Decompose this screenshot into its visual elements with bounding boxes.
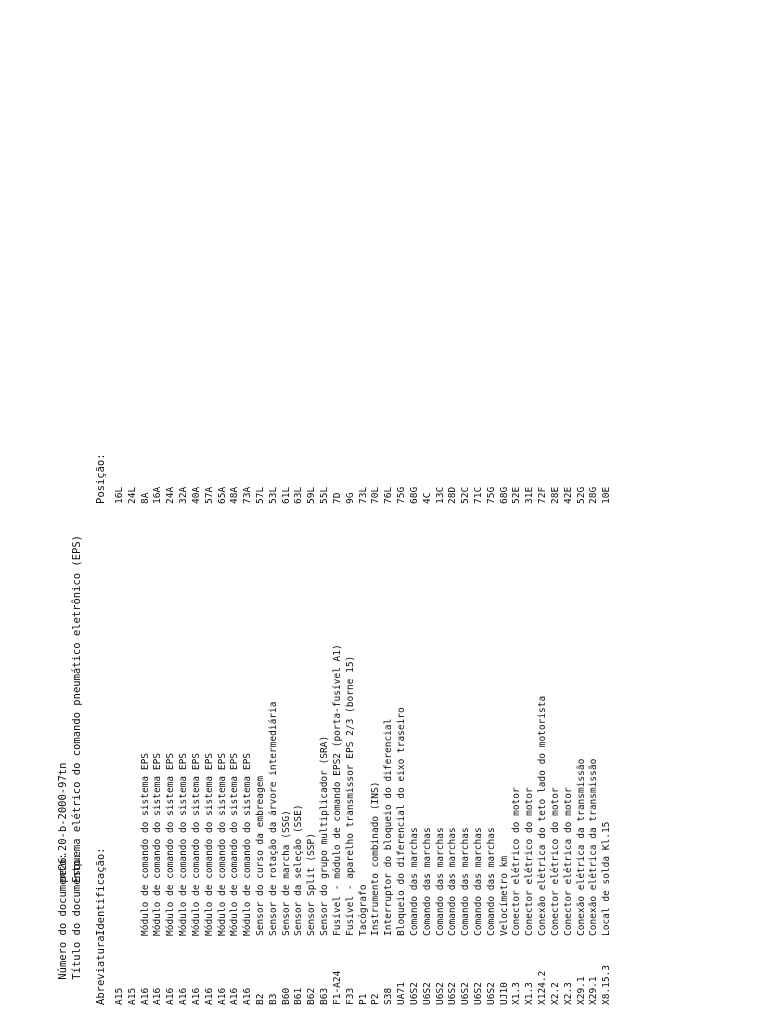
row-abbreviation: A16 <box>165 987 177 1005</box>
row-position: 57L <box>255 486 267 504</box>
row-abbreviation: X2.2 <box>549 982 561 1005</box>
row-identification: Sensor de rotação da árvore intermediária <box>267 701 279 936</box>
header-identification: Identificação: <box>95 847 107 936</box>
row-identification: Módulo de comando do sistema EPS <box>139 752 151 936</box>
row-position: 59L <box>306 486 318 504</box>
row-position: 42E <box>562 486 574 504</box>
row-abbreviation: X124.2 <box>537 970 549 1005</box>
row-abbreviation: A16 <box>139 987 151 1005</box>
row-position: 71C <box>472 486 484 504</box>
row-abbreviation: U6S2 <box>485 982 497 1005</box>
table-row <box>306 0 319 1024</box>
row-position: 7D <box>331 492 343 504</box>
row-abbreviation: P1 <box>357 993 369 1005</box>
row-position: 24A <box>165 486 177 504</box>
row-abbreviation: U6S2 <box>421 982 433 1005</box>
row-identification: Sensor de marcha (SSG) <box>280 810 292 936</box>
row-position: 8A <box>139 492 151 504</box>
row-identification: Interruptor do bloqueio do diferencial <box>383 718 395 936</box>
row-identification: Módulo de comando do sistema EPS <box>165 752 177 936</box>
table-row <box>563 0 576 1024</box>
table-row <box>422 0 435 1024</box>
row-position: 70L <box>370 486 382 504</box>
table-header-row <box>95 0 109 1024</box>
row-identification: Comando das marchas <box>460 827 472 936</box>
table-row <box>152 0 165 1024</box>
row-abbreviation: A16 <box>190 987 202 1005</box>
row-identification: Fusível - módulo de comando EPS2 (porta-fusível A1) <box>331 644 343 936</box>
row-identification: Fusível - aparelho transmissor EPS 2/3 (borne 15) <box>344 655 356 936</box>
row-abbreviation: UA71 <box>396 982 408 1005</box>
row-position: 57A <box>203 486 215 504</box>
row-identification: Sensor Split (SSP) <box>306 833 318 936</box>
row-abbreviation: S38 <box>383 987 395 1005</box>
row-position: 4C <box>421 492 433 504</box>
table-row <box>447 0 460 1024</box>
row-abbreviation: F33 <box>344 987 356 1005</box>
document-title-label: Título do documento: <box>71 853 83 980</box>
row-position: 48A <box>229 486 241 504</box>
row-position: 55L <box>319 486 331 504</box>
table-row <box>178 0 191 1024</box>
row-abbreviation: A15 <box>126 987 138 1005</box>
row-abbreviation: A16 <box>216 987 228 1005</box>
document-number-value: pe26.20-b-2000-97tn <box>57 762 69 883</box>
row-abbreviation: A15 <box>114 987 125 1005</box>
row-identification: Tacógrafo <box>357 884 369 936</box>
table-row <box>511 0 524 1024</box>
row-position: 52C <box>460 486 472 504</box>
table-row <box>537 0 550 1024</box>
table-row <box>281 0 294 1024</box>
row-identification: Módulo de comando do sistema EPS <box>190 752 202 936</box>
row-identification: Conector elétrico do motor <box>549 787 561 936</box>
table-row <box>409 0 422 1024</box>
table-row <box>268 0 281 1024</box>
row-position: 61L <box>280 486 292 504</box>
row-abbreviation: B61 <box>293 987 305 1005</box>
table-row <box>229 0 242 1024</box>
row-identification: Sensor do grupo multiplicador (SRA) <box>319 735 331 936</box>
document-title-line <box>58 535 97 1005</box>
document-number-label: Número do documento: <box>57 853 69 980</box>
row-position: 73L <box>357 486 369 504</box>
row-identification: Velocímetro km <box>498 855 510 936</box>
table-row <box>319 0 332 1024</box>
row-abbreviation: A16 <box>178 987 190 1005</box>
row-abbreviation: A16 <box>203 987 215 1005</box>
row-abbreviation: U6S2 <box>408 982 420 1005</box>
row-abbreviation: X2.3 <box>562 982 574 1005</box>
row-identification: Sensor do curso da embreagem <box>255 775 267 936</box>
row-position: 40A <box>190 486 202 504</box>
row-identification: Módulo de comando do sistema EPS <box>216 752 228 936</box>
header-position: Posição: <box>95 453 107 504</box>
row-identification: Módulo de comando do sistema EPS <box>229 752 241 936</box>
table-row <box>550 0 563 1024</box>
row-position: 73A <box>242 486 254 504</box>
row-position: 75G <box>485 486 497 504</box>
row-position: 72F <box>537 486 549 504</box>
table-row <box>524 0 537 1024</box>
header-abbreviation: Abreviatura: <box>95 929 107 1005</box>
table-row <box>499 0 512 1024</box>
row-abbreviation: B2 <box>255 993 267 1005</box>
row-position: 31E <box>524 486 536 504</box>
row-identification: Comando das marchas <box>472 827 484 936</box>
row-identification: Conector elétrica do motor <box>562 787 574 936</box>
row-identification: Local de solda Kl.15 <box>601 821 613 936</box>
table-row <box>332 0 345 1024</box>
row-identification: Conexão elétrica do teto lado do motorista <box>537 695 549 936</box>
row-abbreviation: X29.1 <box>575 976 587 1005</box>
row-position: 28G <box>588 486 600 504</box>
table-row <box>435 0 448 1024</box>
row-position: 16L <box>114 486 125 504</box>
row-identification: Módulo de comando do sistema EPS <box>203 752 215 936</box>
row-identification: Conexão elétrica da transmissão <box>588 758 600 936</box>
row-abbreviation: X8.15.3 <box>601 964 613 1005</box>
row-position: 9G <box>344 492 356 504</box>
row-abbreviation: UJ10 <box>498 982 510 1005</box>
table-row <box>370 0 383 1024</box>
row-abbreviation: P2 <box>370 993 382 1005</box>
row-identification: Módulo de comando do sistema EPS <box>178 752 190 936</box>
table-row <box>588 0 601 1024</box>
row-position: 65A <box>216 486 228 504</box>
row-position: 28D <box>447 486 459 504</box>
row-position: 16A <box>152 486 164 504</box>
row-identification: Conector elétrico do motor <box>524 787 536 936</box>
row-identification: Instrumento combinado (INS) <box>370 781 382 936</box>
table-row <box>242 0 255 1024</box>
row-position: 10E <box>601 486 613 504</box>
row-abbreviation: U6S2 <box>447 982 459 1005</box>
table-row <box>396 0 409 1024</box>
table-row <box>293 0 306 1024</box>
table-row <box>358 0 371 1024</box>
row-abbreviation: F1-A24 <box>331 970 343 1005</box>
row-identification: Comando das marchas <box>447 827 459 936</box>
table-row <box>255 0 268 1024</box>
table-row <box>576 0 589 1024</box>
row-abbreviation: X1.3 <box>524 982 536 1005</box>
row-position: 32A <box>178 486 190 504</box>
row-identification: Comando das marchas <box>421 827 433 936</box>
table-row <box>191 0 204 1024</box>
row-position: 52E <box>511 486 523 504</box>
row-abbreviation: U6S2 <box>472 982 484 1005</box>
table-row <box>204 0 217 1024</box>
row-abbreviation: B3 <box>267 993 279 1005</box>
row-abbreviation: U6S2 <box>460 982 472 1005</box>
table-row <box>460 0 473 1024</box>
row-abbreviation: A16 <box>152 987 164 1005</box>
table-row <box>345 0 358 1024</box>
row-identification: Conector elétrico do motor <box>511 787 523 936</box>
table-row <box>127 0 140 1024</box>
document-title-value: Esquema elétrico do comando pneumático eletrônico (EPS) <box>71 535 83 883</box>
table-row <box>601 0 614 1024</box>
row-position: 68G <box>408 486 420 504</box>
table-row <box>217 0 230 1024</box>
row-position: 28E <box>549 486 561 504</box>
table-row <box>165 0 178 1024</box>
row-abbreviation: X29.1 <box>588 976 600 1005</box>
row-abbreviation: X1.3 <box>511 982 523 1005</box>
row-abbreviation: A16 <box>242 987 254 1005</box>
row-identification: Comando das marchas <box>485 827 497 936</box>
table-row <box>383 0 396 1024</box>
row-position: 52G <box>575 486 587 504</box>
row-identification: Módulo de comando do sistema EPS <box>152 752 164 936</box>
row-abbreviation: A16 <box>229 987 241 1005</box>
row-identification: Comando das marchas <box>434 827 446 936</box>
row-position: 24L <box>126 486 138 504</box>
row-abbreviation: B60 <box>280 987 292 1005</box>
row-position: 53L <box>267 486 279 504</box>
row-abbreviation: B63 <box>319 987 331 1005</box>
table-row <box>473 0 486 1024</box>
row-position: 76L <box>383 486 395 504</box>
row-identification: Bloqueio do diferencial do eixo traseiro <box>396 707 408 936</box>
row-abbreviation: B62 <box>306 987 318 1005</box>
row-identification: Sensor da seleção (SSE) <box>293 804 305 936</box>
row-identification: Módulo de comando do sistema EPS <box>242 752 254 936</box>
table-row <box>486 0 499 1024</box>
row-position: 75G <box>396 486 408 504</box>
row-abbreviation: U6S2 <box>434 982 446 1005</box>
row-position: 63L <box>293 486 305 504</box>
table-row <box>114 0 127 1024</box>
row-identification: Comando das marchas <box>408 827 420 936</box>
row-position: 13C <box>434 486 446 504</box>
row-position: 68G <box>498 486 510 504</box>
table-row <box>140 0 153 1024</box>
row-identification: Conexão elétrica da transmissão <box>575 758 587 936</box>
